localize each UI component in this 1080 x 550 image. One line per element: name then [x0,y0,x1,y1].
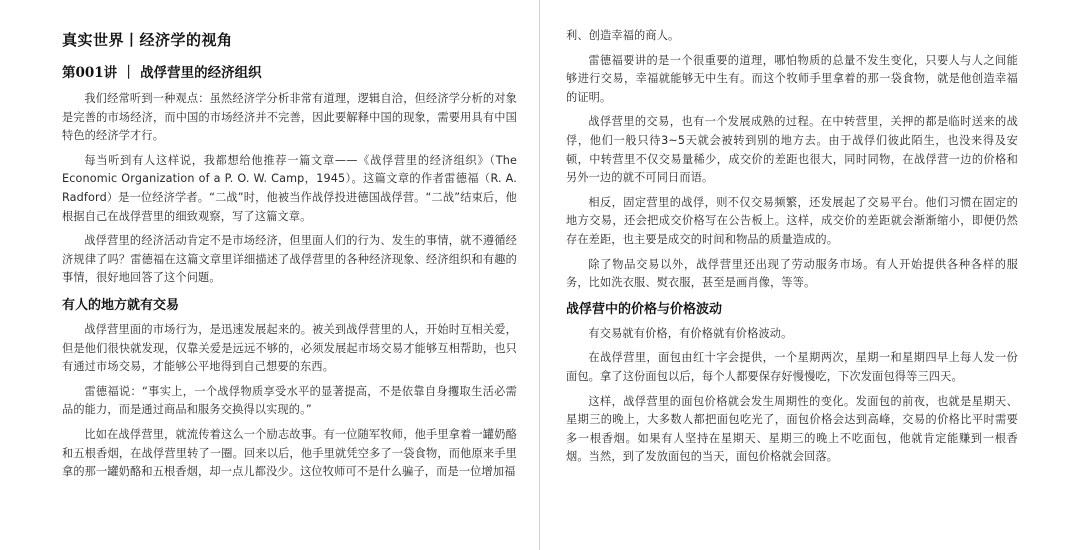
book-title: 真实世界丨经济学的视角 [62,31,233,49]
paragraph: 这样，战俘营里的面包价格就会发生周期性的变化。发面包的前夜，也就是星期天、星期三的晚上，大多数人都把面包吃光了，面包价格会达到高峰，交易的价格比平时需要多一根香烟。如果有人坚持在星期天、星期三的晚上不吃面包，他就肯定能赚到一根香烟。当然，到了发放面包的当天，面包价格就会回落。 [566,394,1018,464]
right-page [566,0,1018,550]
paragraph: 除了物品交易以外，战俘营里还出现了劳动服务市场。有人开始提供各种各样的服务，比如洗衣服、熨衣服，甚至是画肖像，等等。 [566,257,1018,290]
page-divider [539,0,540,550]
paragraph: 雷德福说：“事实上，一个战俘物质享受水平的显著提高，不是依靠自身攫取生活必需品的能力，而是通过商品和服务交换得以实现的。” [62,384,517,417]
paragraph: 战俘营里面的市场行为，是迅速发展起来的。被关到战俘营里的人，开始时互相关爱，但是他们很快就发现，仅靠关爱是远远不够的，必须发展起市场交易才能够互相帮助，也只有通过市场交易，才能够公平地得到自己想要的东西。 [62,322,517,374]
paragraph: 在战俘营里，面包由红十字会提供，一个星期两次，星期一和星期四早上每人发一份面包。拿了这份面包以后，每个人都要保存好慢慢吃，下次发面包得等三四天。 [566,351,1018,383]
section-heading: 战俘营中的价格与价格波动 [566,301,723,317]
paragraph: 相反，固定营里的战俘，则不仅交易频繁，还发展起了交易平台。他们习惯在固定的地方交易，还会把成交价格写在公告板上。这样，成交价的差距就会渐渐缩小，即便仍然存在差距，也主要是成交的时间和物品的质量造成的。 [566,195,1018,246]
paragraph: 战俘营里的经济活动肯定不是市场经济，但里面人们的行为、发生的事情，就不遵循经济规律了吗？雷德福在这篇文章里详细描述了战俘营里的各种经济现象、经济组织和有趣的事情，很好地回答了这个问题。 [62,234,517,285]
paragraph: 我们经常听到一种观点：虽然经济学分析非常有道理，逻辑自洽，但经济学分析的对象是完善的市场经济，而中国的市场经济并不完善，因此要解释中国的现象，需要用具有中国特色的经济学才行。 [62,92,517,143]
paragraph-continuation: 利、创造幸福的商人。 [566,29,680,42]
paragraph: 战俘营里的交易，也有一个发展成熟的过程。在中转营里，关押的都是临时送来的战俘，他们一般只待3~5天就会被转到别的地方去。由于战俘们彼此陌生，也没来得及安顿，中转营里不仅交易量稀少，成交价的差距也很大，同时同物，在战俘营一边的价格和另外一边的就不可同日而语。 [566,115,1018,185]
left-page [62,0,517,550]
paragraph: 比如在战俘营里，就流传着这么一个励志故事。有一位随军牧师，他手里拿着一罐奶酪和五根香烟，在战俘营里转了一圈。回来以后，他手里就凭空多了一袋食物，而他原来手里拿的那一罐奶酪和五根香烟，却一点儿都没少。这位牧师可不是什么骗子，而是一位增加福 [62,427,517,479]
section-heading: 有人的地方就有交易 [62,297,180,313]
paragraph: 每当听到有人这样说，我都想给他推荐一篇文章——《战俘营里的经济组织》（The Economic Organization of a P. O. W. Camp，1945）。这篇文章的作者雷德福（R. A. Radford）是一位经济学者。“二战”时，他被当作战俘投进德国战俘营。“二战”结束后，他根据自己在战俘营里的细致观察，写了这篇文章。 [62,153,517,223]
paragraph: 雷德福要讲的是一个很重要的道理，哪怕物质的总量不发生变化，只要人与人之间能够进行交易，幸福就能够无中生有。而这个牧师手里拿着的那一袋食物，就是他创造幸福的证明。 [566,53,1018,104]
paragraph: 有交易就有价格，有价格就有价格波动。 [588,326,793,340]
chapter-title: 第001讲 ｜ 战俘营里的经济组织 [62,65,262,81]
